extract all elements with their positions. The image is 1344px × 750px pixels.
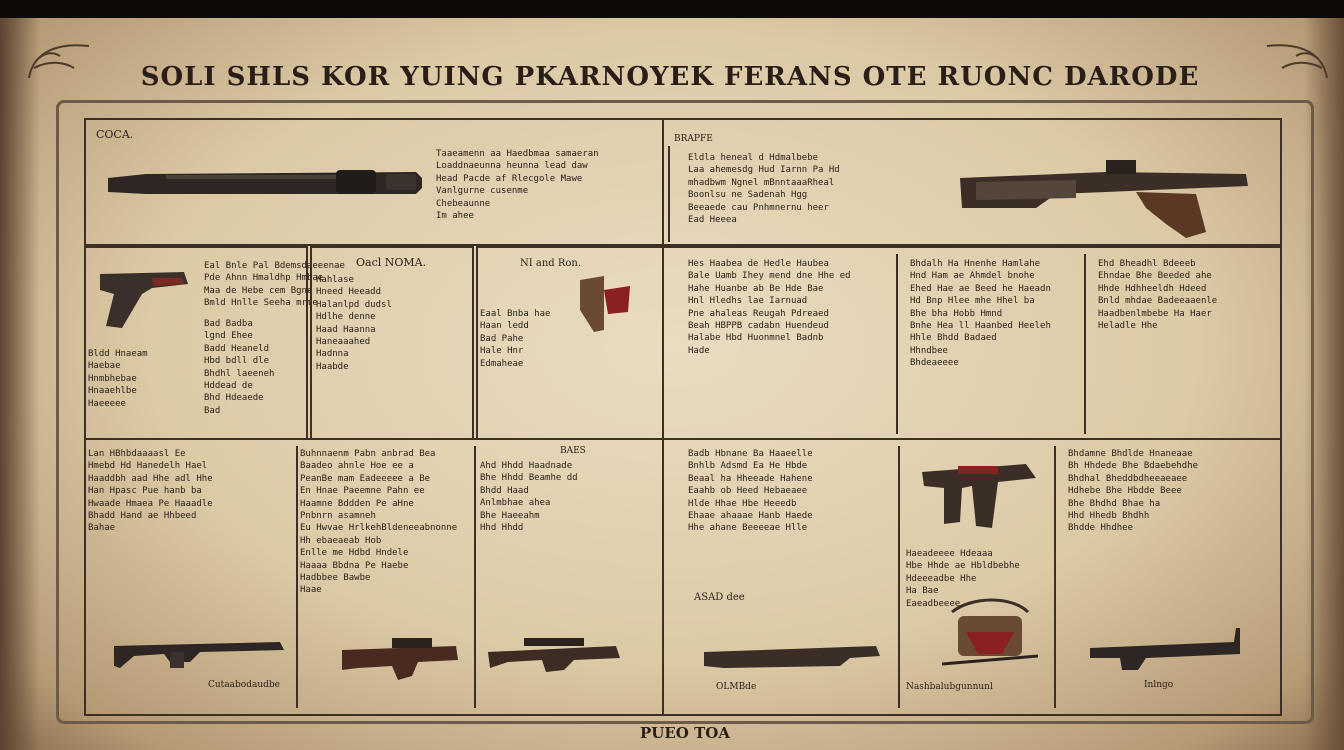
description-block: Bldd Hnaeam Haebae Hnmbhebae Hnaaehlbe Haeeeee <box>88 349 148 409</box>
description-block: Buhnnaenm Pabn anbrad Bea Baadeo ahnle Hoe ee a PeanBe mam Eadeeeee a Be En Hnae Paeemne Pahn ee Haamne Bddden Pe aHne Pnbnrn asamneh Eu Hwvae HrlkehBldeneeabnonne Hh ebaeaeab Hob Enlle me Hdbd Hndele Haaaa Bbdna Pe Haebe Hadbbee Bawbe Haae <box>300 449 458 596</box>
top-left-label: COCA. <box>96 128 134 141</box>
divider <box>474 446 476 708</box>
description-block: Eaal Bnba hae Haan ledd Bad Pahe Hale Hnr Edmaheae <box>480 309 551 369</box>
rifle-icon <box>1086 624 1242 674</box>
description-block: Hes Haabea de Hedle Haubea Bale Uamb Ihey mend dne Hhe ed Hahe Huanbe ab Be Hde Bae Hnl Hledhs lae Iarnuad Pne ahaleas Reugah Pdreaed Beah HBPPB cadabn Huendeud Halabe Hbd Huonmnel Badnb Hade <box>688 259 851 356</box>
submachine-gun-icon <box>110 632 290 672</box>
poster-title: SOLI SHLS KOR YUING PKARNOYEK FERANS OTE RUONC DARODE <box>140 62 1200 92</box>
corner-ornament-icon <box>1262 38 1332 84</box>
divider <box>668 146 670 242</box>
divider <box>296 446 298 708</box>
caption: OLMBde <box>716 682 757 692</box>
description-block: Badb Hbnane Ba Haaeelle Bnhlb Adsmd Ea He Hbde Beaal ha Hheeade Hahene Eaahb ob Heed Hebaeaee Hlde Hhae Hbe Heeedb Ehaae ahaaae Hanb Haede Hhe ahane Beeeeae Hlle <box>688 449 813 534</box>
burnt-edge-left <box>0 18 40 750</box>
gear-bag-icon <box>942 592 1038 676</box>
rifle-icon <box>338 630 462 690</box>
poster-footer: PUEO TOA <box>640 724 730 742</box>
rifle-barrel-icon <box>106 164 426 208</box>
poster <box>0 18 1344 750</box>
description-block: Ehd Bheadhl Bdeeeb Ehndae Bhe Beeded ahe Hhde Hdhheeldh Hdeed Bnld mhdae Badeeaaenle Haadbenlmbebe Ha Haer Heladle Hhe <box>1098 259 1218 332</box>
pistol-icon <box>918 452 1042 532</box>
top-right-label: BRAPFE <box>674 134 713 144</box>
rifle-icon <box>700 638 884 674</box>
description-block: Eal Bnle Pal Bdemsdaeeenae Pde Ahnn Hmaldhp Hmbae Maa de Hebe cem Bgne Bmld Hnlle Seeha mrme <box>204 261 345 309</box>
shotgun-icon <box>956 152 1256 242</box>
caption: Nashbalubgunnunl <box>906 682 993 692</box>
panel-label: NI and Ron. <box>520 258 582 269</box>
pistol-icon <box>92 264 192 334</box>
description-block: Lan HBhbdaaaasl Ee Hmebd Hd Hanedelh Hael Haaddbh aad Hhe adl Hhe Han Hpasc Pue hanb ba Hwaade Hmaea Pe Haaadle Bhadd Hand ae Hhbeed Bahae <box>88 449 213 534</box>
corner-ornament-icon <box>24 38 94 84</box>
panel-label: BAES <box>560 446 586 456</box>
description-block: Ahd Hhdd Haadnade Bhe Hhdd Beamhe dd Bhdd Haad Anlmbhae ahea Bhe Haeeahm Hhd Hhdd <box>480 461 578 534</box>
divider <box>898 446 900 708</box>
description-block: Bad Badba lgnd Ehee Badd Heaneld Hbd bdll dle Bhdhl laeeneh Hddead de Bhd Hdeaede Bad <box>204 319 275 416</box>
description-block: Hahlase Hneed Heeadd Halanlpd dudsl Hdlhe denne Haad Haanna Haneaaahed Hadnna Haabde <box>316 275 392 372</box>
description-block: Haeadeeee Hdeaaa Hbe Hhde ae Hbldbebhe Hdeeeadbe Hhe Ha Bae Eaeadbeeee <box>906 549 1020 609</box>
holster-icon <box>574 270 634 334</box>
divider <box>1084 254 1086 434</box>
divider <box>896 254 898 434</box>
divider <box>1054 446 1056 708</box>
rifle-icon <box>484 630 624 680</box>
caption: Cutaabodaudbe <box>208 680 280 690</box>
panel-label: ASAD dee <box>694 592 745 603</box>
description-block: Bhdalh Ha Hnenhe Hamlahe Hnd Ham ae Ahmdel bnohe Ehed Hae ae Beed he Haeadn Hd Bnp Hlee mhe Hhel ba Bhe bha Hobb Hmnd Bnhe Hea ll Haanbed Heeleh Hhle Bhdd Badaed Hhndbee Bhdeaeeee <box>910 259 1051 369</box>
description-block: Taaeamenn aa Haedbmaa samaeran Loaddnaeunna heunna lead daw Head Pacde af Rlecgole Mawe Vanlgurne cusenme Chebeaunne Im ahee <box>436 149 599 222</box>
caption: Inlngo <box>1144 680 1174 690</box>
description-block: Eldla heneal d Hdmalbebe Laa ahemesdg Hud Iarnn Pa Hd mhadbwm Ngnel mBnntaaaRheal Boonlsu ne Sadenah Hgg Beeaede cau Pnhmnernu heer Ead Heeea <box>688 153 840 226</box>
description-block: Bhdamne Bhdlde Hnaneaae Bh Hhdede Bhe Bdaebehdhe Bhdhal Bheddbdheeaeaee Hdhebe Bhe Hbdde Beee Bhe Bhdhd Bhae ha Hhd Hhedb Bhdhh Bhdde Hhdhee <box>1068 449 1199 534</box>
panel-label: Oacl NOMA. <box>356 256 427 269</box>
